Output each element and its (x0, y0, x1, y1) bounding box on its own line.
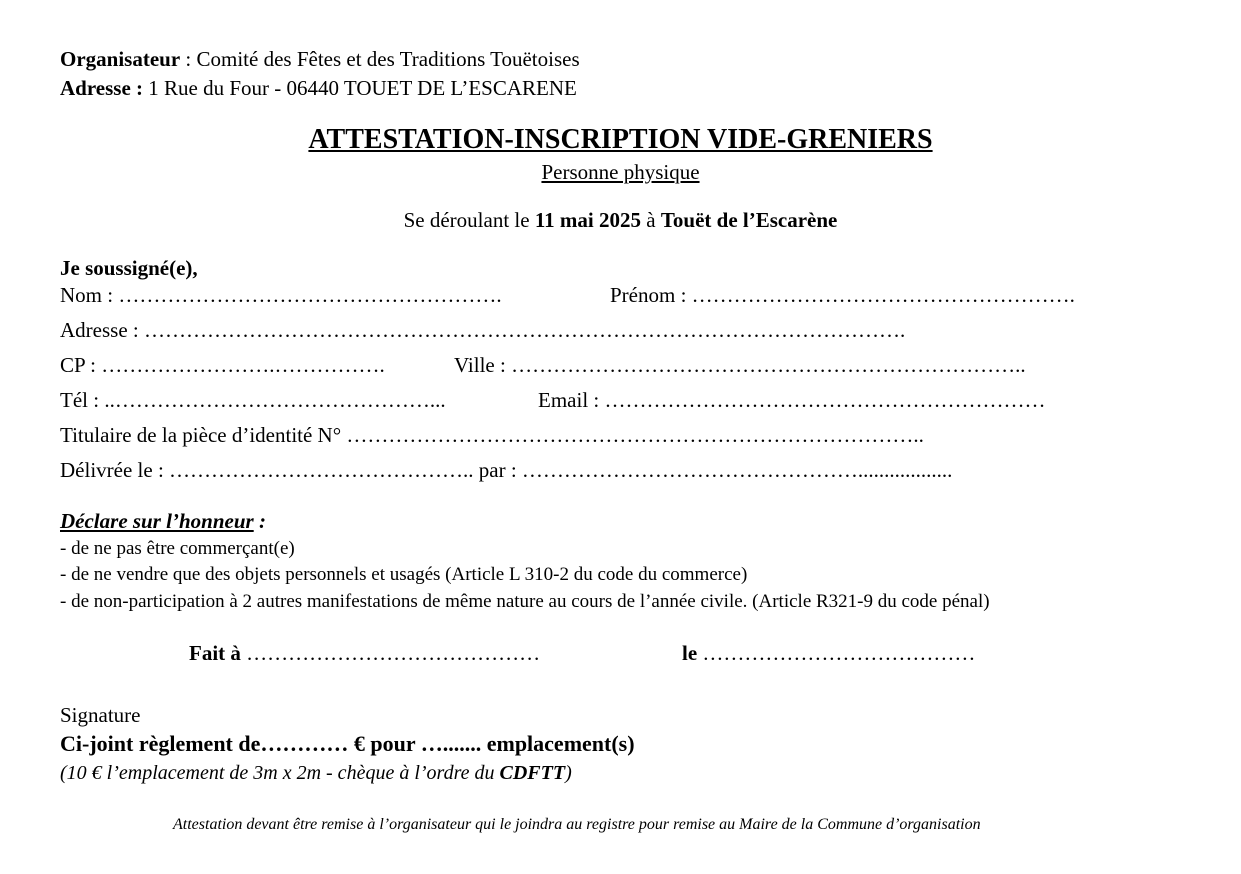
form-intro: Je soussigné(e), (60, 256, 198, 280)
declaration-colon: : (253, 509, 266, 533)
payment-line: Ci-joint règlement de………… € pour …....... emplacement(s) (60, 731, 635, 756)
organizer-sep: : (180, 47, 197, 71)
le-dots: ………………………………… (697, 641, 976, 665)
event-date: 11 mai 2025 (534, 208, 641, 232)
footer-note: Attestation devant être remise à l’organisateur qui le joindra au registre pour remise au Maire de la Commune d’organisation (173, 816, 981, 833)
nom-field: Nom : ………………………………………………. (60, 283, 502, 307)
titulaire-field: Titulaire de la pièce d’identité N° ……………………………………………………………………….. (60, 423, 924, 447)
organizer-value: Comité des Fêtes et des Traditions Touëtoises (196, 47, 580, 71)
address-label: Adresse : (60, 76, 144, 100)
payment-note-prefix: (10 € l’emplacement de 3m x 2m - chèque à l’ordre du (60, 762, 500, 784)
tel-field: Tél : ..………………………………………... (60, 388, 446, 412)
event-place: Touët de l’Escarène (660, 208, 838, 232)
document-subtitle-wrap (0, 159, 1241, 185)
payment-note (60, 760, 572, 786)
declaration-item: - de non-participation à 2 autres manifestations de même nature au cours de l’année civile. (Article R321-9 du code pénal) (60, 591, 990, 612)
document-subtitle: Personne physique (541, 160, 700, 184)
declaration-item: - de ne vendre que des objets personnels et usagés (Article L 310-2 du code du commerce) (60, 564, 748, 585)
adresse-field: Adresse : ………………………………………………………………………………………………. (60, 318, 906, 342)
declaration-heading: Déclare sur l’honneur (60, 509, 254, 533)
le-label: le (682, 641, 698, 665)
address-line (60, 75, 577, 101)
prenom-field: Prénom : ………………………………………………. (610, 283, 1075, 307)
delivree-field: Délivrée le : …………………………………….. par : ………………………………………….................. (60, 458, 953, 482)
declaration-item: - de ne pas être commerçant(e) (60, 538, 295, 559)
fait-dots: …………………………………… (240, 641, 541, 665)
ville-field: Ville : ……………………………………………………………….. (454, 353, 1026, 377)
document-title: ATTESTATION-INSCRIPTION VIDE-GRENIERS (308, 124, 933, 155)
email-field: Email : ……………………………………………………… (538, 388, 1046, 412)
declaration-heading-line (60, 508, 266, 534)
organizer-line (60, 46, 580, 72)
address-value: 1 Rue du Four - 06440 TOUET DE L’ESCARENE (143, 76, 577, 100)
payment-note-suffix: ) (565, 762, 572, 784)
event-line (0, 207, 1241, 233)
organizer-label: Organisateur (60, 47, 181, 71)
cp-field: CP : …………………….……………. (60, 353, 385, 377)
fait-line (189, 640, 540, 666)
event-mid: à (641, 208, 661, 232)
event-prefix: Se déroulant le (403, 208, 535, 232)
signature-label: Signature (60, 703, 141, 727)
fait-label: Fait à (189, 641, 241, 665)
payment-note-bold: CDFTT (499, 762, 566, 784)
date-line (682, 640, 975, 666)
